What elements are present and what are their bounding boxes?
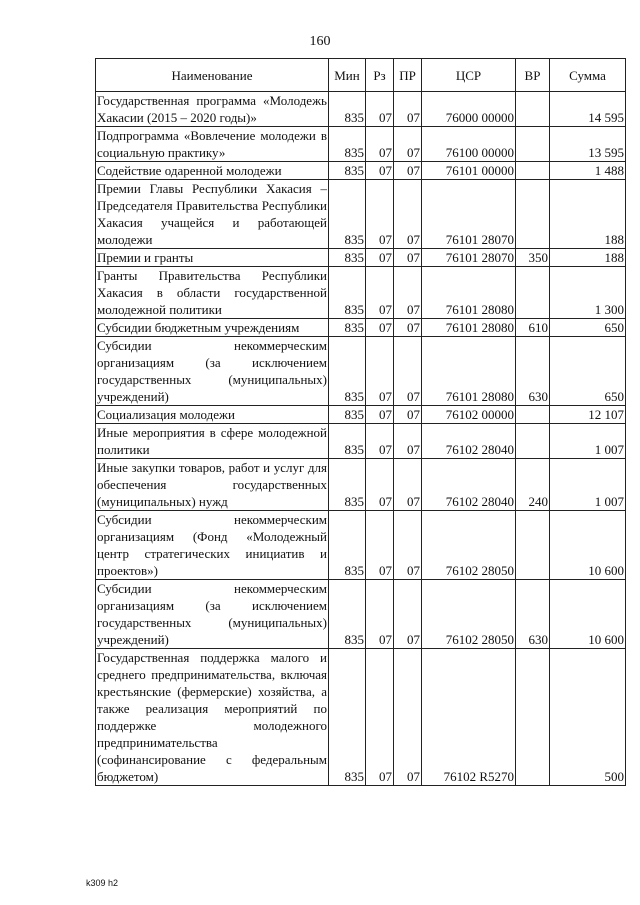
cell-name: Субсидии некоммерческим организациям (за исключением государственных (муниципальных) учреждений) [97,581,327,647]
cell-name: Содействие одаренной молодежи [96,162,329,180]
cell-vr [516,267,550,319]
cell-min: 835 [329,406,366,424]
cell-min: 835 [329,249,366,267]
cell-rz: 07 [366,337,394,406]
cell-sum: 1 007 [550,424,626,459]
cell-min: 835 [329,319,366,337]
header-min: Мин [329,59,366,92]
cell-csr: 76102 28050 [422,580,516,649]
cell-vr: 630 [516,337,550,406]
cell-sum: 10 600 [550,511,626,580]
cell-pr: 07 [394,511,422,580]
cell-name: Премии и гранты [96,249,329,267]
cell-name: Гранты Правительства Республики Хакасия в области государственной молодежной политики [97,268,327,317]
cell-sum: 188 [550,249,626,267]
cell-csr: 76102 28040 [422,459,516,511]
cell-csr: 76101 28070 [422,180,516,249]
cell-min: 835 [329,424,366,459]
header-pr: ПР [394,59,422,92]
cell-rz: 07 [366,424,394,459]
cell-rz: 07 [366,649,394,786]
header-csr: ЦСР [422,59,516,92]
cell-pr: 07 [394,337,422,406]
cell-rz: 07 [366,406,394,424]
cell-pr: 07 [394,180,422,249]
cell-vr [516,127,550,162]
table-row [96,424,626,459]
cell-name: Субсидии некоммерческим организациям (за исключением государственных (муниципальных) учреждений) [97,338,327,404]
header-row [96,59,626,92]
cell-pr: 07 [394,319,422,337]
table-row [96,337,626,406]
table-row [96,267,626,319]
table-row [96,511,626,580]
cell-min: 835 [329,92,366,127]
cell-sum: 1 300 [550,267,626,319]
cell-csr: 76101 28070 [422,249,516,267]
table-row [96,162,626,180]
cell-name: Подпрограмма «Вовлечение молодежи в социальную практику» [97,128,327,160]
cell-pr: 07 [394,127,422,162]
cell-csr: 76102 00000 [422,406,516,424]
cell-rz: 07 [366,511,394,580]
cell-csr: 76101 28080 [422,267,516,319]
cell-name: Иные мероприятия в сфере молодежной политики [97,425,327,457]
cell-name: Субсидии бюджетным учреждениям [96,319,329,337]
header-vr: ВР [516,59,550,92]
footer-code: k309 h2 [86,878,119,888]
cell-min: 835 [329,337,366,406]
cell-pr: 07 [394,267,422,319]
cell-csr: 76102 28050 [422,511,516,580]
cell-pr: 07 [394,424,422,459]
cell-sum: 500 [550,649,626,786]
cell-pr: 07 [394,649,422,786]
cell-min: 835 [329,127,366,162]
table-row [96,459,626,511]
header-sum: Сумма [550,59,626,92]
table-row [96,649,626,786]
cell-vr [516,92,550,127]
cell-sum: 650 [550,319,626,337]
cell-vr: 630 [516,580,550,649]
cell-vr [516,180,550,249]
cell-min: 835 [329,649,366,786]
cell-min: 835 [329,180,366,249]
cell-pr: 07 [394,162,422,180]
cell-vr [516,424,550,459]
cell-name: Социализация молодежи [96,406,329,424]
cell-vr: 350 [516,249,550,267]
cell-rz: 07 [366,580,394,649]
cell-min: 835 [329,267,366,319]
cell-sum: 13 595 [550,127,626,162]
cell-name: Государственная поддержка малого и среднего предпринимательства, включая крестьянские (фермерские) хозяйства, а также реализация мероприятий по поддержке молодежного предпринимательства (софинансирование с федеральным бюджетом) [97,650,327,784]
cell-vr [516,511,550,580]
table-row [96,319,626,337]
header-rz: Рз [366,59,394,92]
cell-sum: 650 [550,337,626,406]
cell-rz: 07 [366,319,394,337]
budget-table [95,58,626,786]
cell-vr: 610 [516,319,550,337]
cell-csr: 76102 R5270 [422,649,516,786]
cell-sum: 1 007 [550,459,626,511]
cell-min: 835 [329,511,366,580]
cell-min: 835 [329,580,366,649]
cell-sum: 10 600 [550,580,626,649]
cell-pr: 07 [394,249,422,267]
cell-vr: 240 [516,459,550,511]
header-name: Наименование [96,59,329,92]
cell-rz: 07 [366,92,394,127]
page-number: 160 [309,34,331,49]
cell-rz: 07 [366,180,394,249]
cell-sum: 12 107 [550,406,626,424]
cell-rz: 07 [366,459,394,511]
table-row [96,580,626,649]
cell-min: 835 [329,162,366,180]
cell-csr: 76100 00000 [422,127,516,162]
cell-sum: 188 [550,180,626,249]
cell-rz: 07 [366,249,394,267]
cell-vr [516,406,550,424]
cell-name: Премии Главы Республики Хакасия – Председателя Правительства Республики Хакасия учащейся и работающей молодежи [97,181,327,247]
cell-csr: 76101 28080 [422,319,516,337]
cell-csr: 76000 00000 [422,92,516,127]
cell-name: Субсидии некоммерческим организациям (Фонд «Молодежный центр стратегических инициатив и проектов») [97,512,327,578]
cell-rz: 07 [366,162,394,180]
cell-sum: 1 488 [550,162,626,180]
cell-csr: 76102 28040 [422,424,516,459]
cell-pr: 07 [394,406,422,424]
cell-pr: 07 [394,459,422,511]
table-row [96,127,626,162]
cell-name: Государственная программа «Молодежь Хакасии (2015 – 2020 годы)» [97,93,327,125]
cell-sum: 14 595 [550,92,626,127]
table-row [96,92,626,127]
table-row [96,406,626,424]
cell-min: 835 [329,459,366,511]
cell-pr: 07 [394,580,422,649]
cell-csr: 76101 00000 [422,162,516,180]
cell-rz: 07 [366,267,394,319]
cell-vr [516,162,550,180]
cell-vr [516,649,550,786]
cell-rz: 07 [366,127,394,162]
table-row [96,180,626,249]
cell-name: Иные закупки товаров, работ и услуг для обеспечения государственных (муниципальных) нужд [97,460,327,509]
cell-csr: 76101 28080 [422,337,516,406]
cell-pr: 07 [394,92,422,127]
table-row [96,249,626,267]
